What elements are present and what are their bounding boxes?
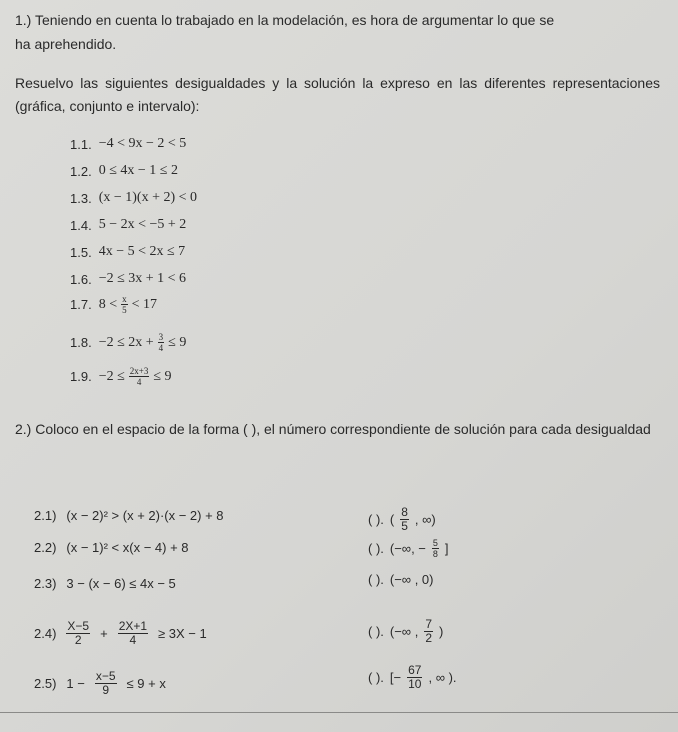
answer-blank[interactable]: ( ). <box>368 624 384 639</box>
section2-title: 2.) Coloco en el espacio de la forma ( ), el número correspondiente de solución para cada desigualdad <box>15 421 651 437</box>
item-label: 1.8. <box>70 335 92 350</box>
fraction <box>95 670 117 697</box>
answer-option <box>368 506 436 533</box>
denominator: 2 <box>74 633 82 647</box>
item-expression: 3 − (x − 6) ≤ 4x − 5 <box>66 576 176 591</box>
numerator: 3 <box>158 332 164 342</box>
item-expression: 5 − 2x < −5 + 2 <box>98 217 187 232</box>
expr-part: ] <box>444 541 449 556</box>
inequality-item <box>70 163 178 179</box>
numerator: X−5 <box>67 619 90 633</box>
answer-blank[interactable]: ( ). <box>368 572 384 587</box>
item-expression: −4 < 9x − 2 < 5 <box>98 136 187 151</box>
expr-part: + <box>100 626 108 641</box>
item-label: 2.3) <box>34 576 57 591</box>
inequality-item <box>70 366 172 387</box>
denominator: 4 <box>158 343 164 353</box>
fraction <box>121 294 128 315</box>
denominator: 5 <box>122 305 127 315</box>
fraction <box>424 618 433 645</box>
inequality-item <box>70 190 197 206</box>
answer-option <box>368 538 449 559</box>
denominator: 4 <box>129 633 137 647</box>
numerator: 2X+1 <box>118 619 148 633</box>
item-label: 1.9. <box>70 369 92 384</box>
numerator: 5 <box>432 538 438 548</box>
section1-title-line2: ha aprehendido. <box>15 36 117 52</box>
answer-option <box>368 618 443 645</box>
item-label: 1.1. <box>70 136 92 152</box>
fraction <box>158 332 165 353</box>
numerator: 2x+3 <box>129 366 149 376</box>
inequality-item <box>34 620 207 647</box>
denominator: 9 <box>102 683 110 697</box>
fraction <box>407 664 422 691</box>
expr-part: (−∞ , 0) <box>389 572 434 587</box>
expr-part: −2 ≤ 2x + <box>98 334 154 350</box>
expr-part: (−∞ , <box>389 624 419 639</box>
numerator: 7 <box>425 617 432 631</box>
item-expression: (x − 1)² < x(x − 4) + 8 <box>66 540 189 555</box>
item-label: 1.2. <box>70 163 92 179</box>
fraction <box>432 538 439 559</box>
expr-part: , ∞) <box>414 512 436 527</box>
inequality-item <box>34 576 176 591</box>
item-expression <box>99 332 187 353</box>
inequality-item <box>70 294 157 315</box>
item-expression: 0 ≤ 4x − 1 ≤ 2 <box>98 163 178 178</box>
expr-part: ≥ 3X − 1 <box>158 626 207 641</box>
item-expression: −2 ≤ 3x + 1 < 6 <box>98 271 187 286</box>
item-expression: 4x − 5 < 2x ≤ 7 <box>98 244 186 259</box>
denominator: 2 <box>425 631 432 645</box>
expr-part: < 17 <box>131 296 157 312</box>
divider-line <box>0 712 678 713</box>
inequality-item <box>70 217 186 233</box>
item-label: 1.6. <box>70 271 92 287</box>
numerator: x−5 <box>95 669 116 683</box>
inequality-item <box>34 540 189 555</box>
item-label: 2.4) <box>34 626 57 641</box>
fraction <box>129 366 150 387</box>
item-expression: (x − 2)² > (x + 2)·(x − 2) + 8 <box>66 508 224 523</box>
denominator: 4 <box>136 377 142 387</box>
expr-part: , ∞ ). <box>428 670 457 685</box>
expr-part: ( <box>389 512 395 527</box>
item-expression: (x − 1)(x + 2) < 0 <box>98 190 198 205</box>
expr-part: 8 < <box>98 296 118 312</box>
item-label: 2.2) <box>34 540 57 555</box>
inequality-item <box>70 271 186 287</box>
expr-part: (−∞, − <box>389 541 426 556</box>
answer-option <box>368 572 433 587</box>
item-label: 1.7. <box>70 297 92 312</box>
fraction <box>400 506 409 533</box>
inequality-item <box>34 670 166 697</box>
item-label: 1.3. <box>70 190 92 206</box>
expr-part: ) <box>439 624 444 639</box>
expr-part: ≤ 9 <box>168 334 187 350</box>
numerator: 8 <box>401 505 408 519</box>
answer-blank[interactable]: ( ). <box>368 512 384 527</box>
expr-part: ≤ 9 <box>153 368 172 384</box>
denominator: 8 <box>432 549 438 559</box>
numerator: 67 <box>408 663 422 677</box>
denominator: 10 <box>408 677 422 691</box>
expr-part: 1 − <box>66 676 85 691</box>
item-label: 2.1) <box>34 508 57 523</box>
inequality-item <box>70 136 186 152</box>
expr-part: [− <box>389 670 402 685</box>
item-label: 1.4. <box>70 217 92 233</box>
answer-blank[interactable]: ( ). <box>368 541 384 556</box>
inequality-item <box>70 332 186 353</box>
inequality-item <box>34 508 224 523</box>
answer-blank[interactable]: ( ). <box>368 670 384 685</box>
item-expression <box>99 294 157 315</box>
inequality-item <box>70 244 185 260</box>
denominator: 5 <box>401 519 408 533</box>
item-expression <box>99 366 172 387</box>
section1-title-line1: 1.) Teniendo en cuenta lo trabajado en la modelación, es hora de argumentar lo que se <box>15 12 555 28</box>
numerator: x <box>122 294 127 304</box>
fraction <box>66 620 90 647</box>
expr-part: ≤ 9 + x <box>126 676 166 691</box>
answer-option <box>368 664 457 691</box>
item-label: 1.5. <box>70 244 92 260</box>
fraction <box>118 620 148 647</box>
expr-part: −2 ≤ <box>98 368 125 384</box>
section1-instructions: Resuelvo las siguientes desigualdades y la solución la expreso en las diferentes representaciones (gráfica, conjunto e intervalo): <box>15 75 660 114</box>
item-label: 2.5) <box>34 676 57 691</box>
